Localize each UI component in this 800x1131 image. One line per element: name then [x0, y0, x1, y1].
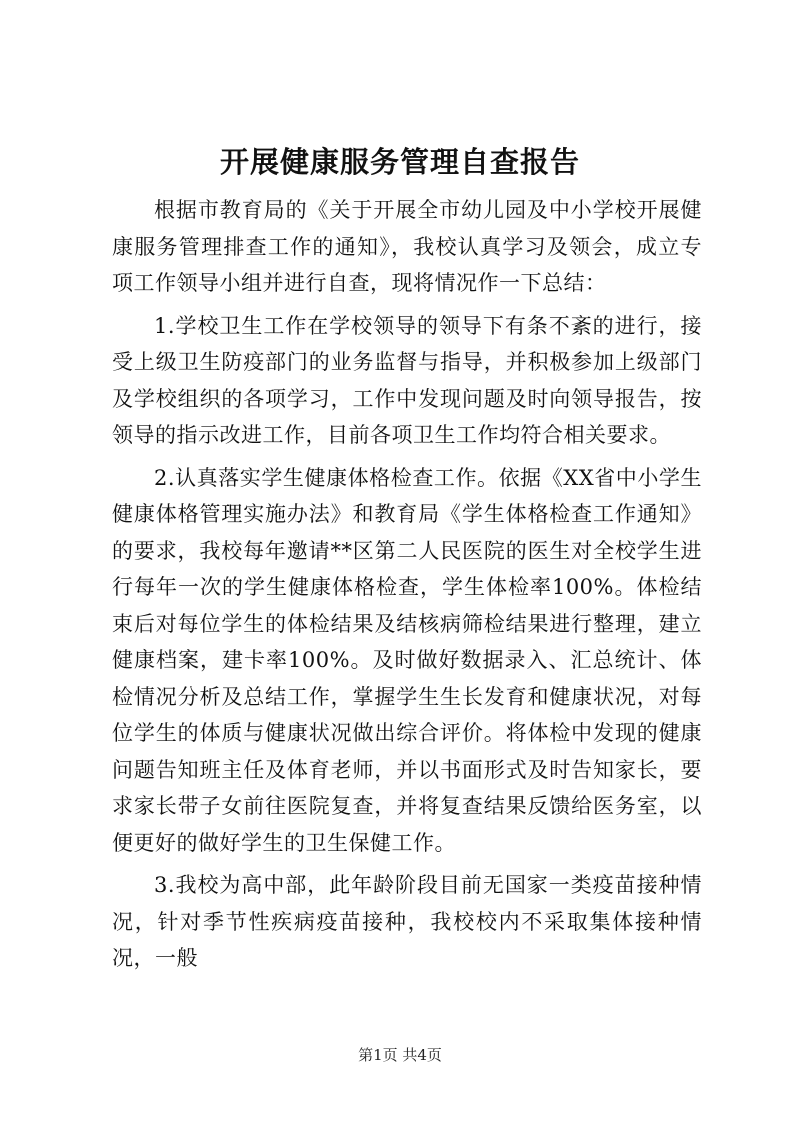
paragraph-item-3: 3.我校为高中部，此年龄阶段目前无国家一类疫苗接种情况，针对季节性疾病疫苗接种，我校校内不采取集体接种情况，一般: [112, 873, 702, 970]
paragraph-item-1: 1.学校卫生工作在学校领导的领导下有条不紊的进行，接受上级卫生防疫部门的业务监督与指导，并积极参加上级部门及学校组织的各项学习，工作中发现问题及时向领导报告，按领导的指示改进工作，目前各项卫生工作均符合相关要求。: [112, 313, 702, 447]
document-body: [112, 192, 702, 983]
document-title: 开展健康服务管理自查报告: [219, 145, 580, 179]
paragraph-item-2: 2.认真落实学生健康体格检查工作。依据《XX省中小学生健康体格管理实施办法》和教育局《学生体格检查工作通知》的要求，我校每年邀请**区第二人民医院的医生对全校学生进行每年一次的学生健康体格检查，学生体检率100%。体检结束后对每位学生的体检结果及结核病筛检结果进行整理，建立健康档案，建卡率100%。及时做好数据录入、汇总统计、体检情况分析及总结工作，掌握学生生长发育和健康状况，对每位学生的体质与健康状况做出综合评价。将体检中发现的健康问题告知班主任及体育老师，并以书面形式及时告知家长，要求家长带子女前往医院复查，并将复查结果反馈给医务室，以便更好的做好学生的卫生保健工作。: [112, 465, 702, 855]
paragraph-intro: 根据市教育局的《关于开展全市幼儿园及中小学校开展健康服务管理排查工作的通知》，我校认真学习及领会，成立专项工作领导小组并进行自查，现将情况作一下总结：: [112, 198, 702, 295]
page-number-footer: 第1页 共4页: [358, 1046, 442, 1064]
